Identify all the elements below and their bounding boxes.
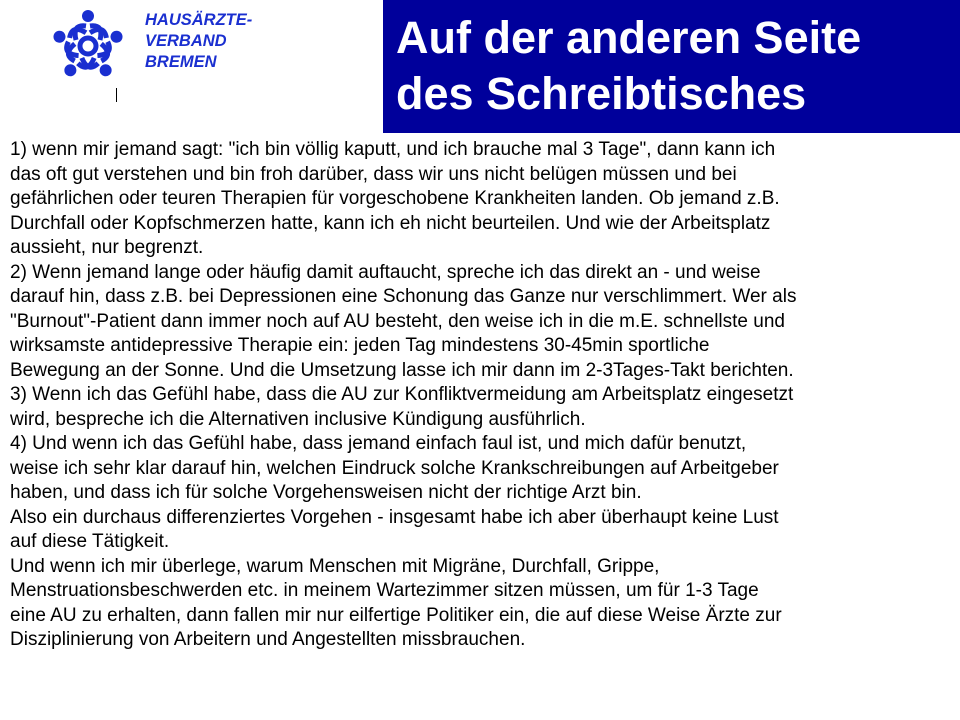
text-line: Menstruationsbeschwerden etc. in meinem Wartezimmer sitzen müssen, um für 1-3 Tage: [10, 580, 759, 601]
text-line: 2) Wenn jemand lange oder häufig damit auftaucht, spreche ich das direkt an - und weise: [10, 261, 761, 283]
haus-aerzte-flower-icon: [46, 4, 130, 88]
logo-divider: [116, 88, 117, 102]
text-line: wirksamste antidepressive Therapie ein: jeden Tag mindestens 30-45min sportliche: [10, 335, 710, 356]
text-line: 4) Und wenn ich das Gefühl habe, dass jemand einfach faul ist, und mich dafür benutzt,: [10, 433, 747, 454]
text-line: weise ich sehr klar darauf hin, welchen Eindruck solche Krankschreibungen auf Arbeitgeber: [10, 457, 779, 479]
text-line: darauf hin, dass z.B. bei Depressionen eine Schonung das Ganze nur verschlimmert. Wer als: [10, 286, 797, 307]
logo-text: [145, 10, 252, 73]
logo-line: VERBAND: [145, 32, 227, 50]
text-line: gefährlichen oder teuren Therapien für vorgeschobene Krankheiten landen. Ob jemand z.B.: [10, 188, 780, 209]
text-line: "Burnout"-Patient dann immer noch auf AU besteht, den weise ich in die m.E. schnellste und: [10, 310, 785, 332]
text-line: Und wenn ich mir überlege, warum Menschen mit Migräne, Durchfall, Grippe,: [10, 555, 660, 577]
text-line: Disziplinierung von Arbeitern und Angestellten missbrauchen.: [10, 629, 526, 650]
page-title-line: Auf der anderen Seite: [396, 12, 862, 63]
page-title-line: des Schreibtisches: [396, 68, 807, 119]
text-line: auf diese Tätigkeit.: [10, 531, 170, 552]
text-line: eine AU zu erhalten, dann fallen mir nur eilfertige Politiker ein, die auf diese Weise Ärzte zur: [10, 604, 782, 626]
text-line: Bewegung an der Sonne. Und die Umsetzung lasse ich mir dann im 2-3Tages-Takt berichten.: [10, 359, 794, 381]
body-text: [10, 138, 955, 653]
logo-line: HAUSÄRZTE-: [145, 11, 253, 29]
text-line: das oft gut verstehen und bin froh darüber, dass wir uns nicht belügen müssen und bei: [10, 163, 737, 185]
text-line: 1) wenn mir jemand sagt: "ich bin völlig kaputt, und ich brauche mal 3 Tage", dann kann ich: [10, 139, 776, 160]
text-line: Durchfall oder Kopfschmerzen hatte, kann ich eh nicht beurteilen. Und wie der Arbeitsplatz: [10, 212, 771, 234]
text-line: Also ein durchaus differenziertes Vorgehen - insgesamt habe ich aber überhaupt keine Lust: [10, 506, 779, 528]
logo: [46, 4, 130, 104]
text-line: aussieht, nur begrenzt.: [10, 237, 204, 258]
text-line: haben, und dass ich für solche Vorgehensweisen nicht der richtige Arzt bin.: [10, 482, 642, 503]
logo-line: BREMEN: [145, 53, 217, 71]
text-line: 3) Wenn ich das Gefühl habe, dass die AU zur Konfliktvermeidung am Arbeitsplatz eingesetzt: [10, 384, 794, 405]
text-line: wird, bespreche ich die Alternativen inclusive Kündigung ausführlich.: [10, 408, 586, 430]
title-banner: [383, 0, 960, 133]
